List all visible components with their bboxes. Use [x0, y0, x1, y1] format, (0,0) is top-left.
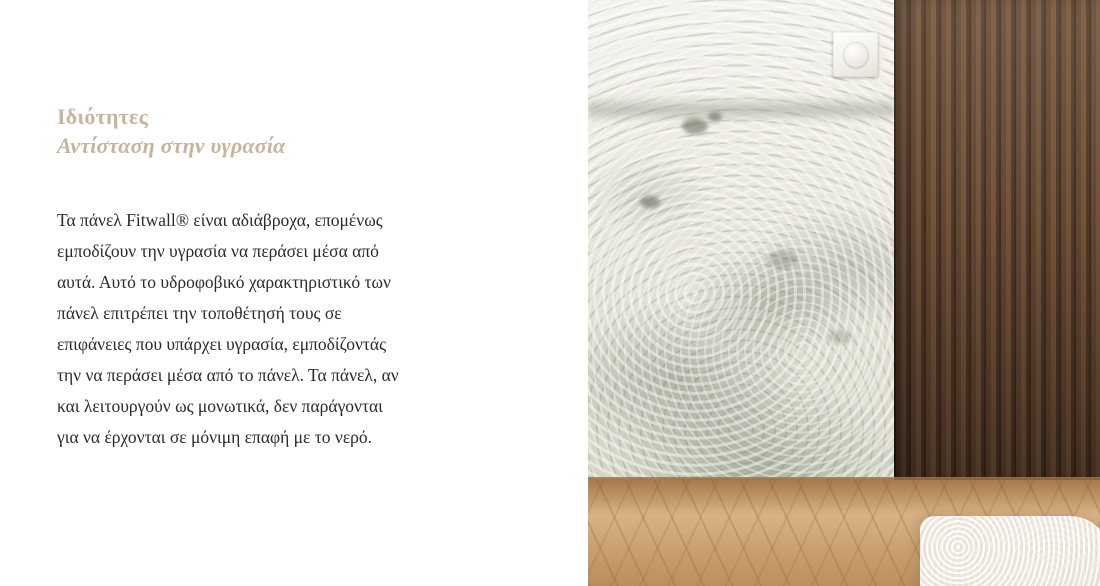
wall-dial-switch[interactable] — [833, 32, 878, 77]
mold-spot — [828, 330, 852, 344]
mold-spot — [708, 112, 722, 122]
mold-spot — [768, 250, 798, 268]
mold-spot — [640, 196, 660, 208]
damp-tide-line — [588, 96, 894, 122]
mold-spot — [682, 118, 708, 134]
heading-group — [57, 102, 477, 161]
page-title: Ιδιότητες — [57, 104, 149, 129]
shaggy-rug — [920, 516, 1100, 586]
interior-photo — [588, 0, 1100, 586]
wood-panel-sheen — [894, 0, 1100, 488]
dial-knob-icon[interactable] — [843, 42, 869, 68]
body-paragraph: Τα πάνελ Fitwall® είναι αδιάβροχα, επομένως εμποδίζουν την υγρασία να περάσει μέσα από αυτά. Αυτό το υδροφοβικό χαρακτηριστικό των πάνελ επιτρέπει την τοποθέτησή τους σε επιφάνειες που υπάρχει υγρασία, εμποδίζοντάς την να περάσει μέσα από το πάνελ. Τα πάνελ, αν και λειτουργούν ως μονωτικά, δεν παράγονται για να έρχονται σε μόνιμη επαφή με το νερό. — [57, 210, 399, 447]
page-subtitle: Αντίσταση στην υγρασία — [57, 133, 286, 158]
